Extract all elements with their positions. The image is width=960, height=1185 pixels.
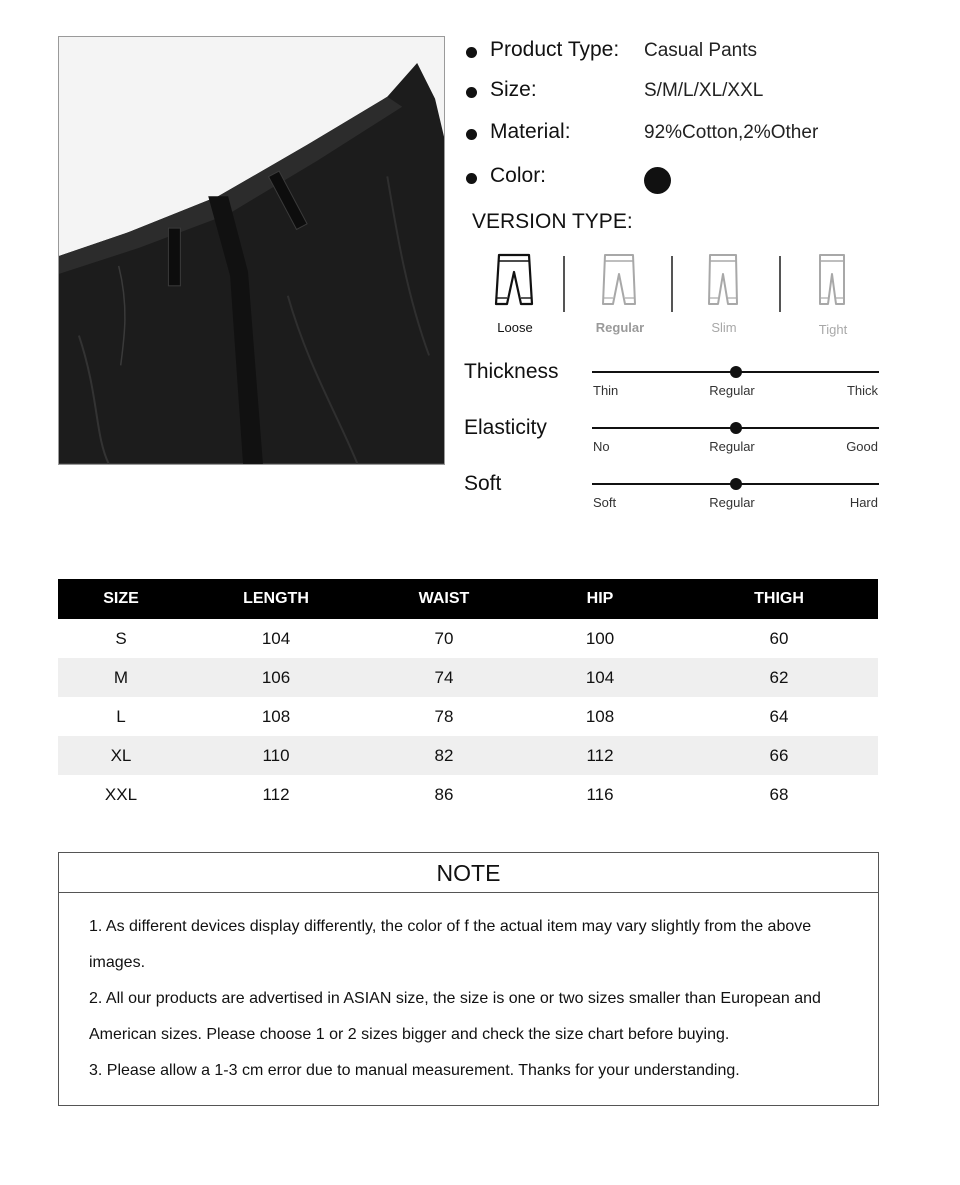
spec-value: Casual Pants [644,40,758,61]
spec-label: Color: [490,164,547,187]
table-row [58,775,878,814]
version-type-list [470,250,880,345]
table-row [58,619,878,658]
table-cell: 112 [520,736,680,775]
slider-low-label: No [593,439,610,454]
table-cell: 108 [261,706,291,726]
slider-mid-label: Regular [709,439,755,454]
slider-name: Elasticity [464,416,547,439]
slider-knob [730,478,742,490]
table-cell: 68 [769,784,789,804]
table-cell: 110 [184,736,368,775]
note-box [58,852,879,1106]
version-item-regular [575,250,665,345]
table-cell: 104 [261,628,291,648]
spec-label: Size: [490,78,537,101]
table-cell: S [115,628,127,648]
column-header-waist: WAIST [368,579,520,619]
table-header-row [58,579,878,619]
table-cell: L [116,706,126,726]
spec-label: Product Type: [490,38,620,61]
note-body [89,909,859,1089]
note-title: NOTE [59,853,878,893]
bullet-icon [466,87,477,98]
table-cell: 64 [769,706,789,726]
version-label: Tight [818,322,848,337]
table-cell: 62 [680,658,878,697]
bullet-icon [466,173,477,184]
version-item-tight [788,250,878,345]
color-swatch-black [644,167,671,194]
pants-tight-icon [812,252,852,310]
table-cell: XL [58,736,184,775]
spec-value: 92%Cotton,2%Other [644,122,819,143]
version-label: Regular [595,320,645,335]
slider-thickness [462,360,882,410]
divider [671,256,673,312]
slider-high-label: Good [846,439,878,454]
spec-label: Material: [490,120,571,143]
slider-name: Soft [464,472,502,495]
table-cell: 78 [434,706,454,726]
slider-mid-label: Regular [709,383,755,398]
column-header-thigh: THIGH [680,579,878,619]
table-cell: 116 [586,784,614,804]
table-cell: 74 [368,658,520,697]
version-item-loose [470,250,560,345]
table-cell: 86 [434,784,454,804]
bullet-icon [466,47,477,58]
spec-color [462,164,922,198]
spec-material [462,120,922,154]
note-item: 3. Please allow a 1-3 cm error due to manual measurement. Thanks for your understanding. [89,1062,740,1079]
table-cell: 82 [368,736,520,775]
pants-slim-icon [703,252,743,310]
slider-soft [462,472,882,522]
version-label: Slim [711,320,737,335]
product-photo [58,36,445,465]
table-cell: 106 [184,658,368,697]
slider-low-label: Soft [593,495,617,510]
bullet-icon [466,129,477,140]
spec-product-type [462,38,922,72]
table-cell: M [58,658,184,697]
table-cell: 108 [585,706,615,726]
pants-regular-icon [599,252,639,310]
slider-name: Thickness [464,360,559,383]
column-header-hip: HIP [520,579,680,619]
slider-high-label: Thick [846,383,878,398]
table-row [58,736,878,775]
table-cell: 100 [585,628,615,648]
table-row [58,658,878,697]
slider-high-label: Hard [849,495,878,510]
table-cell: 70 [434,628,454,648]
divider [779,256,781,312]
size-chart-table [58,579,878,814]
table-row [58,697,878,736]
slider-knob [730,366,742,378]
version-item-slim [679,250,769,345]
slider-low-label: Thin [593,383,619,398]
version-type-title: VERSION TYPE: [472,210,633,233]
spec-value: S/M/L/XL/XXL [644,80,764,101]
column-header-length: LENGTH [184,579,368,619]
version-label: Loose [497,320,533,335]
pants-loose-icon [494,252,534,310]
divider [563,256,565,312]
table-cell: 66 [680,736,878,775]
slider-elasticity [462,416,882,466]
note-item: 1. As different devices display differently, the color of f the actual item may vary slightly from the above images. [89,918,812,971]
black-pants-waistband-photo-icon [59,37,444,464]
column-header-size: SIZE [58,579,184,619]
table-cell: 112 [262,784,290,804]
slider-knob [730,422,742,434]
note-item: 2. All our products are advertised in ASIAN size, the size is one or two sizes smaller than European and American sizes. Please choose 1 or 2 sizes bigger and check the size chart before buying. [89,990,821,1043]
table-cell: XXL [104,784,138,804]
table-cell: 104 [520,658,680,697]
spec-size [462,78,922,112]
slider-mid-label: Regular [709,495,755,510]
table-cell: 60 [769,628,789,648]
